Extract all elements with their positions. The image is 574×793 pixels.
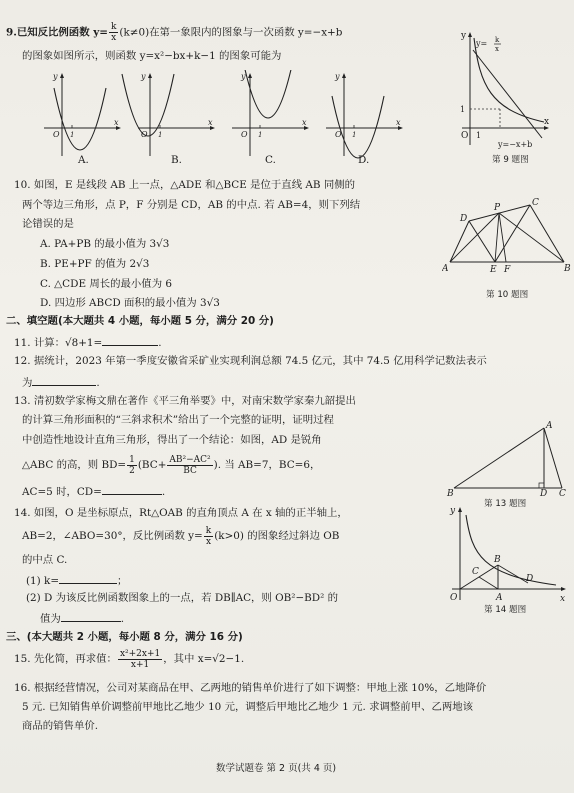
q13-answer-blank[interactable]	[102, 483, 162, 495]
q10-line1: 10. 如图，E 是线段 AB 上一点，△ADE 和△BCE 是位于直线 AB 同侧的	[14, 179, 355, 191]
q9-graph-c-y-label: y	[241, 72, 246, 81]
q9-graph-a-one: 1	[70, 131, 75, 139]
q13-pt-a: A	[546, 421, 553, 431]
q10-pt-c: C	[532, 198, 539, 208]
q9-graph-a-x-label: x	[114, 118, 119, 127]
q9-graph-d-y-label: y	[335, 72, 340, 81]
q9-line1	[6, 22, 342, 43]
q14-pt-b: B	[494, 555, 501, 565]
q16-line2: 5 元. 已知销售单价调整前甲地比乙地少 10 元，调整后甲地比乙地少 1 元. 求调整前甲、乙两地该	[22, 701, 474, 713]
q14-pt-a: A	[496, 593, 503, 603]
q14-pt-o: O	[450, 593, 458, 603]
q13-line3: 中创造性地设计直角三角形，得出了一个结论：如图，AD 是锐角	[22, 434, 322, 446]
q14-line3: 的中点 C.	[22, 554, 68, 566]
q13-figure	[446, 418, 570, 498]
q14-sub1-blank[interactable]	[59, 572, 117, 584]
q9-graph-c-origin: O	[241, 130, 248, 139]
q9fig-y-label: y	[461, 31, 467, 41]
q14-pt-d: D	[526, 574, 534, 584]
q9-line2: 的图象如图所示，则函数 y=x²−bx+k−1 的图象可能为	[22, 50, 282, 62]
q14-sub1: (1) k= ；	[26, 572, 127, 588]
q9-graph-a-origin: O	[53, 130, 60, 139]
q10-choice-a: A. PA+PB 的最小值为 3√3	[40, 238, 170, 250]
q9-graph-d-one: 1	[352, 131, 357, 139]
q14-line1: 14. 如图，O 是坐标原点，Rt△OAB 的直角顶点 A 在 x 轴的正半轴上，	[14, 507, 348, 519]
q14-line2: AB=2，∠ABO=30°，反比例函数 y= $\frac{k}{x}$ (k>0) 的图象经过斜边 OB	[22, 525, 340, 547]
q13-line4: △ABC 的高，则 BD= $\frac{1}{2}$ (BC+ $\frac{\text{AB²−AC²}}{BC}$ ). 当 AB=7，BC=6，	[22, 454, 321, 476]
q9-graph-b-one: 1	[158, 131, 163, 139]
q13-pt-c: C	[559, 489, 566, 498]
q9-graph-d-origin: O	[335, 130, 342, 139]
q9-graph-a-y-label: y	[53, 72, 58, 81]
q14-pt-c: C	[472, 567, 479, 577]
page-footer: 数学试题卷 第 2 页(共 4 页)	[216, 763, 337, 774]
q9-option-c: C.	[265, 154, 276, 166]
q9fig-x-label: x	[544, 117, 550, 127]
q10-figure-caption: 第 10 题图	[486, 290, 529, 300]
q10-choice-b: B. PE+PF 的值为 2√3	[40, 258, 150, 270]
q10-pt-e: E	[490, 265, 497, 275]
section-3-heading: 三、(本大题共 2 小题，每小题 8 分，满分 16 分)	[6, 631, 243, 643]
q9-figure	[458, 30, 550, 150]
q9fig-line-label: y=−x+b	[498, 140, 533, 149]
q13-line1: 13. 清初数学家梅文鼎在著作《平三角举要》中，对南宋数学家秦九韶提出	[14, 395, 356, 407]
q12-line2: 为 .	[22, 374, 100, 390]
q10-pt-f: F	[504, 265, 511, 275]
q9-graph-b-origin: O	[141, 130, 148, 139]
q14-fig-y: y	[450, 506, 456, 516]
q14-figure-caption: 第 14 题图	[484, 605, 527, 615]
q14-figure	[446, 505, 570, 605]
q9-graph-b-parabola	[122, 74, 174, 136]
q13-figure-caption: 第 13 题图	[484, 499, 527, 509]
q9-prefix: 9.已知反比例函数 y=	[6, 26, 108, 39]
q9-option-d: D.	[358, 154, 370, 166]
q12-line1: 12. 据统计，2023 年第一季度安徽省采矿业实现利润总额 74.5 亿元，其中 74.5 亿用科学记数法表示	[14, 355, 487, 367]
q13-pt-d: D	[540, 489, 548, 498]
q9-graph-c-x-label: x	[302, 118, 307, 127]
q10-figure	[442, 195, 572, 275]
q9-option-graphs	[40, 70, 440, 160]
q9-graph-c-one: 1	[258, 131, 263, 139]
q10-line3: 论错误的是	[22, 218, 74, 230]
q10-choice-c: C. △CDE 周长的最小值为 6	[40, 278, 172, 290]
q10-pt-a: A	[442, 264, 449, 274]
q9-frac: $\frac{k}{x}$	[110, 22, 117, 43]
q10-pt-d: D	[460, 214, 468, 224]
q10-choice-d: D. 四边形 ABCD 面积的最小值为 3√3	[40, 297, 220, 309]
q9fig-one: 1	[476, 131, 482, 140]
q9-graph-d-x-label: x	[396, 118, 401, 127]
q10-pt-p: P	[494, 203, 501, 213]
q9-option-b: B.	[171, 154, 182, 166]
q9-option-a: A.	[78, 154, 89, 166]
q9fig-curve-n: k	[495, 36, 500, 44]
q9-figure-caption: 第 9 题图	[492, 155, 529, 165]
q14-sub2: (2) D 为该反比例函数图象上的一点，若 DB∥AC，则 OB²−BD² 的	[26, 592, 338, 604]
q9-line1-rest: (k≠0)在第一象限内的图象与一次函数 y=−x+b	[119, 26, 343, 39]
q13-line5: AC=5 时，CD= .	[22, 483, 165, 499]
q13-pt-b: B	[447, 489, 454, 498]
q13-line2: 的计算三角形面积的“三斜求积术”给出了一个完整的证明，证明过程	[22, 414, 334, 426]
q9fig-one-y: 1	[460, 105, 466, 114]
q16-line1: 16. 根据经营情况，公司对某商品在甲、乙两地的销售单价进行了如下调整：甲地上涨 10%，乙地降价	[14, 682, 487, 694]
q14-sub2b: 值为 .	[40, 610, 124, 626]
q9fig-origin: O	[461, 131, 469, 141]
q11: 11. 计算：√8+1= .	[14, 334, 162, 350]
q9fig-curve-d: x	[495, 45, 499, 53]
q10-line2: 两个等边三角形，点 P，F 分别是 CD，AB 的中点. 若 AB=4，则下列结	[22, 199, 361, 211]
q9fig-curve-label: y=	[476, 39, 488, 48]
q9-graph-b-x-label: x	[208, 118, 213, 127]
q9-graph-b-y-label: y	[141, 72, 146, 81]
q12-answer-blank[interactable]	[32, 374, 96, 386]
q15: 15. 先化简，再求值： $\frac{\text{x²+2x+1}}{x+1}$ ，其中 x=√2−1.	[14, 648, 245, 670]
q10-pt-b: B	[564, 264, 571, 274]
q16-line3: 商品的销售单价.	[22, 720, 99, 732]
q11-answer-blank[interactable]	[102, 334, 158, 346]
section-2-heading: 二、填空题(本大题共 4 小题，每小题 5 分，满分 20 分)	[6, 315, 274, 327]
q14-fig-x: x	[560, 594, 566, 604]
q14-sub2-blank[interactable]	[61, 610, 121, 622]
q9-graph-d-parabola	[332, 96, 384, 158]
